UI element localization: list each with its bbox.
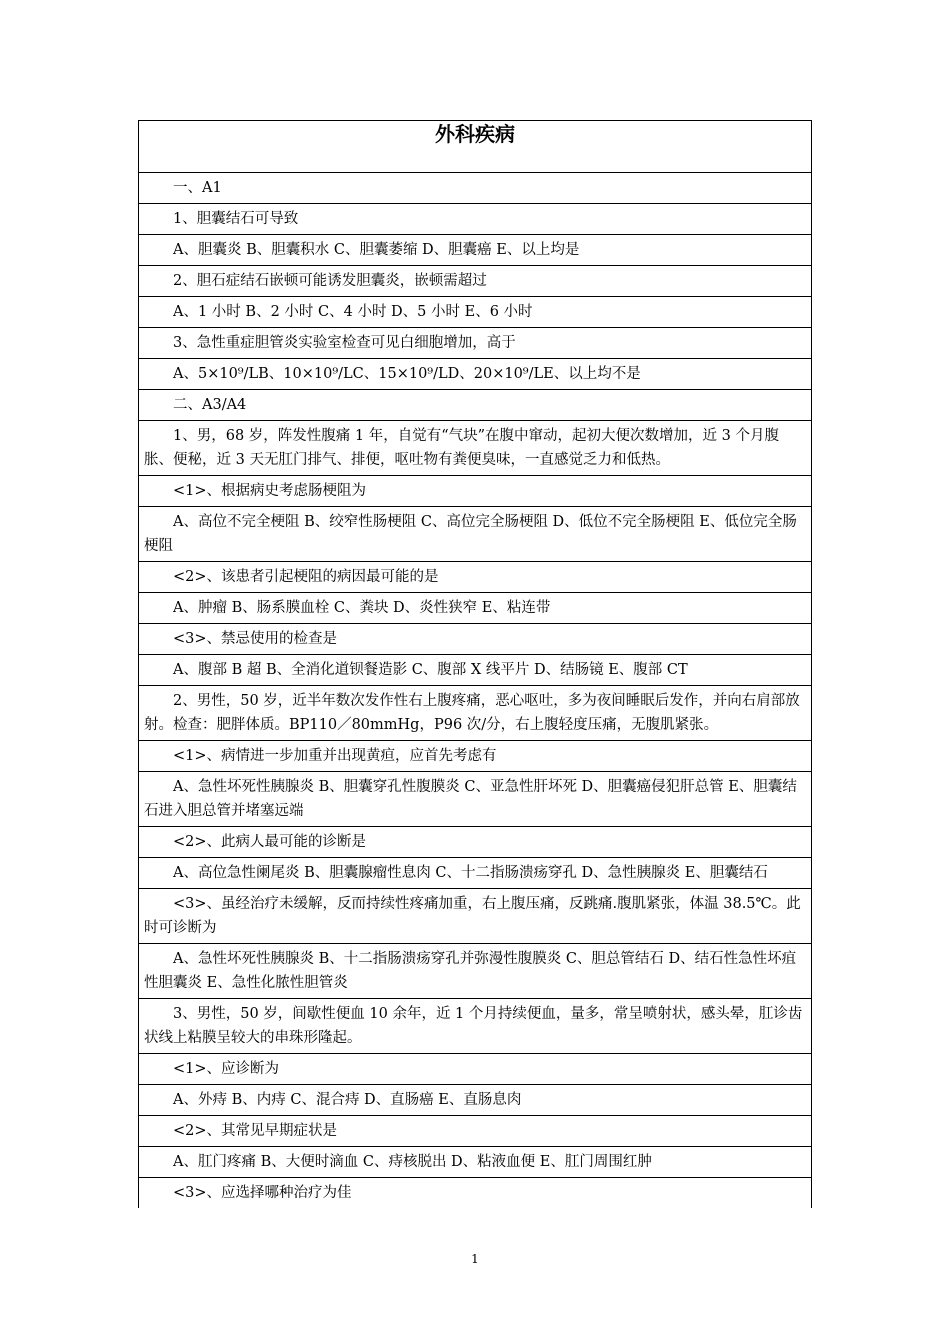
table-row bbox=[139, 858, 812, 889]
question-text: <3>、虽经治疗未缓解，反而持续性疼痛加重，右上腹压痛，反跳痛.腹肌紧张，体温 38.5℃。此时可诊断为 bbox=[139, 889, 812, 944]
table-row bbox=[139, 889, 812, 944]
title-row bbox=[139, 121, 812, 173]
table-row bbox=[139, 173, 812, 204]
table-row bbox=[139, 593, 812, 624]
table-row bbox=[139, 1147, 812, 1178]
question-text: <1>、病情进一步加重并出现黄疸，应首先考虑有 bbox=[139, 741, 812, 772]
question-text: A、急性坏死性胰腺炎 B、胆囊穿孔性腹膜炎 C、亚急性肝坏死 D、胆囊癌侵犯肝总管 E、胆囊结石进入胆总管并堵塞远端 bbox=[139, 772, 812, 827]
question-text: 3、急性重症胆管炎实验室检查可见白细胞增加，高于 bbox=[139, 328, 812, 359]
question-text: <1>、应诊断为 bbox=[139, 1054, 812, 1085]
table-row bbox=[139, 421, 812, 476]
question-text: <2>、该患者引起梗阻的病因最可能的是 bbox=[139, 562, 812, 593]
question-text: 二、A3/A4 bbox=[139, 390, 812, 421]
question-text: <3>、应选择哪种治疗为佳 bbox=[139, 1178, 812, 1209]
table-row bbox=[139, 686, 812, 741]
question-table bbox=[138, 120, 812, 1208]
question-text: A、高位急性阑尾炎 B、胆囊腺瘤性息肉 C、十二指肠溃疡穿孔 D、急性胰腺炎 E、胆囊结石 bbox=[139, 858, 812, 889]
table-row bbox=[139, 1116, 812, 1147]
question-text: 1、胆囊结石可导致 bbox=[139, 204, 812, 235]
table-row bbox=[139, 266, 812, 297]
table-row bbox=[139, 741, 812, 772]
question-text: 1、男，68 岁，阵发性腹痛 1 年，自觉有“气块”在腹中窜动，起初大便次数增加，近 3 个月腹胀、便秘，近 3 天无肛门排气、排便，呕吐物有粪便臭味，一直感觉乏力和低热。 bbox=[139, 421, 812, 476]
question-text: A、胆囊炎 B、胆囊积水 C、胆囊萎缩 D、胆囊癌 E、以上均是 bbox=[139, 235, 812, 266]
table-row bbox=[139, 204, 812, 235]
table-row bbox=[139, 944, 812, 999]
table-row bbox=[139, 328, 812, 359]
question-text: A、1 小时 B、2 小时 C、4 小时 D、5 小时 E、6 小时 bbox=[139, 297, 812, 328]
page-number: 1 bbox=[471, 1252, 479, 1266]
question-text: A、5×10⁹/LB、10×10⁹/LC、15×10⁹/LD、20×10⁹/LE、以上均不是 bbox=[139, 359, 812, 390]
table-row bbox=[139, 390, 812, 421]
table-row bbox=[139, 562, 812, 593]
question-text: 一、A1 bbox=[139, 173, 812, 204]
table-row bbox=[139, 235, 812, 266]
question-text: <2>、此病人最可能的诊断是 bbox=[139, 827, 812, 858]
question-text: 3、男性，50 岁，间歇性便血 10 余年，近 1 个月持续便血，量多，常呈喷射状，感头晕，肛诊齿状线上粘膜呈较大的串珠形隆起。 bbox=[139, 999, 812, 1054]
question-text: <2>、其常见早期症状是 bbox=[139, 1116, 812, 1147]
table-row bbox=[139, 999, 812, 1054]
table-row bbox=[139, 1178, 812, 1209]
table-row bbox=[139, 827, 812, 858]
table-row bbox=[139, 624, 812, 655]
question-text: <1>、根据病史考虑肠梗阻为 bbox=[139, 476, 812, 507]
question-text: <3>、禁忌使用的检查是 bbox=[139, 624, 812, 655]
table-row bbox=[139, 297, 812, 328]
table-row bbox=[139, 1085, 812, 1116]
table-row bbox=[139, 359, 812, 390]
question-text: A、高位不完全梗阻 B、绞窄性肠梗阻 C、高位完全肠梗阻 D、低位不完全肠梗阻 E、低位完全肠梗阻 bbox=[139, 507, 812, 562]
question-text: A、肛门疼痛 B、大便时滴血 C、痔核脱出 D、粘液血便 E、肛门周围红肿 bbox=[139, 1147, 812, 1178]
question-text: A、急性坏死性胰腺炎 B、十二指肠溃疡穿孔并弥漫性腹膜炎 C、胆总管结石 D、结石性急性坏疽性胆囊炎 E、急性化脓性胆管炎 bbox=[139, 944, 812, 999]
question-text: 2、男性，50 岁，近半年数次发作性右上腹疼痛，恶心呕吐，多为夜间睡眠后发作，并向右肩部放射。检查：肥胖体质。BP110／80mmHg，P96 次/分，右上腹轻度压痛，无腹肌紧张。 bbox=[139, 686, 812, 741]
table-row bbox=[139, 507, 812, 562]
table-row bbox=[139, 476, 812, 507]
table-row bbox=[139, 772, 812, 827]
document-title: 外科疾病 bbox=[139, 121, 812, 173]
table-row bbox=[139, 1054, 812, 1085]
question-text: A、肿瘤 B、肠系膜血栓 C、粪块 D、炎性狭窄 E、粘连带 bbox=[139, 593, 812, 624]
table-row bbox=[139, 655, 812, 686]
question-text: A、腹部 B 超 B、全消化道钡餐造影 C、腹部 X 线平片 D、结肠镜 E、腹部 CT bbox=[139, 655, 812, 686]
question-text: 2、胆石症结石嵌顿可能诱发胆囊炎，嵌顿需超过 bbox=[139, 266, 812, 297]
question-text: A、外痔 B、内痔 C、混合痔 D、直肠癌 E、直肠息肉 bbox=[139, 1085, 812, 1116]
